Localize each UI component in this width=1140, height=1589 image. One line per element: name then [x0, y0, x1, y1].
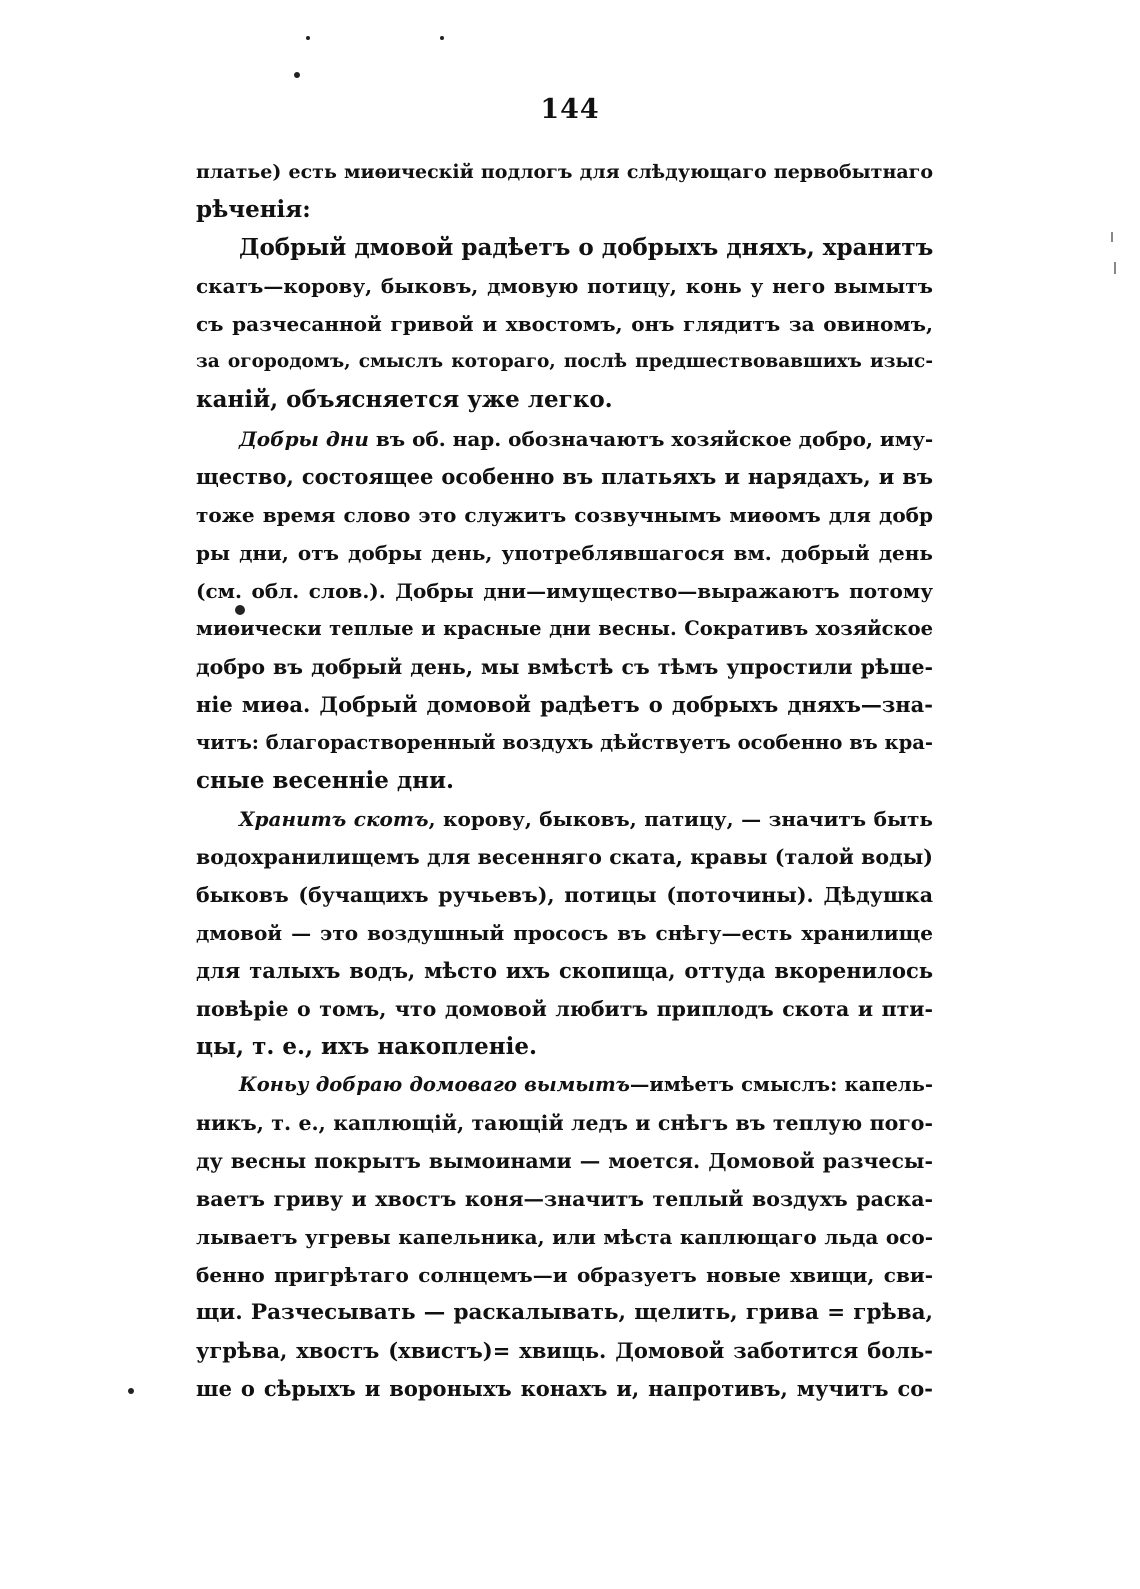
italic-term: Коньу добраю домоваго вымытъ [239, 1073, 630, 1096]
text-line-32: угрѣва, хвостъ (хвистъ)= хвищь. Домовой заботится боль- [196, 1338, 933, 1363]
scan-speck [440, 36, 444, 40]
text-line-28: ваетъ гриву и хвостъ коня—значитъ теплый воздухъ раска- [196, 1187, 933, 1211]
scan-mark [1111, 232, 1113, 242]
scan-speck [128, 1388, 134, 1394]
text-line-29: лываетъ угревы капельника, или мѣста каплющаго льда осо- [196, 1225, 933, 1249]
scan-speck [306, 36, 310, 40]
text-line-5: съ разчесанной гривой и хвостомъ, онъ глядитъ за овиномъ, [196, 312, 933, 336]
italic-term: Добры дни [239, 427, 369, 451]
text-line-12: (см. обл. слов.). Добры дни—имущество—выражаютъ потому [196, 579, 933, 603]
text-line-14: добро въ добрый день, мы вмѣстѣ съ тѣмъ упростили рѣше- [196, 655, 933, 679]
text-line-2: рѣченія: [196, 196, 311, 223]
text-line-30: бенно пригрѣтаго солнцемъ—и образуетъ новые хвищи, сви- [196, 1263, 933, 1287]
text-line-7: каній, объясняется уже легко. [196, 386, 613, 413]
text-line-3: Добрый дмовой радѣетъ о добрыхъ дняхъ, хранитъ [239, 234, 934, 261]
text-line-16: читъ: благорастворенный воздухъ дѣйствуетъ особенно въ кра- [196, 731, 933, 754]
text-line-11: ры дни, отъ добры день, употреблявшагося вм. добрый день [196, 541, 933, 565]
text-line-13: миѳически теплые и красные дни весны. Сокративъ хозяйское [196, 617, 933, 640]
text-line-20: быковъ (бучащихъ ручьевъ), потицы (поточины). Дѣдушка [196, 883, 933, 907]
text-line-24: цы, т. е., ихъ накопленіе. [196, 1033, 537, 1060]
text-line-8: Добры дни въ об. нар. обозначаютъ хозяйское добро, иму- [239, 427, 934, 451]
text-line-22: для талыхъ водъ, мѣсто ихъ скопища, оттуда вкоренилось [196, 958, 933, 983]
text-line-18: Хранитъ скотъ, корову, быковъ, патицу, — значитъ быть [239, 807, 934, 831]
text-line-33: ше о сѣрыхъ и вороныхъ конахъ и, напротивъ, мучитъ со- [196, 1376, 933, 1401]
text-line-10: тоже время слово это служитъ созвучнымъ миѳомъ для добр [196, 503, 933, 527]
page-number: 144 [540, 94, 600, 125]
text-line-26: никъ, т. е., каплющій, тающій ледъ и снѣгъ въ теплую пого- [196, 1111, 933, 1135]
scan-mark [1114, 262, 1116, 274]
scan-speck [294, 72, 300, 78]
text-line-31: щи. Разчесывать — раскалывать, щелить, грива = грѣва, [196, 1300, 933, 1325]
text-line-23: повѣріе о томъ, что домовой любитъ приплодъ скота и пти- [196, 997, 933, 1021]
text-line-27: ду весны покрытъ вымоинами — моется. Домовой разчесы- [196, 1149, 933, 1173]
scan-speck [235, 605, 245, 615]
text-line-4: скатъ—корову, быковъ, дмовую потицу, конь у него вымытъ [196, 274, 933, 298]
text-line-17: сные весенніе дни. [196, 767, 455, 794]
text-line-19: водохранилищемъ для весенняго ската, кравы (талой воды) [196, 845, 933, 869]
text-line-15: ніе миѳа. Добрый домовой радѣетъ о добрыхъ дняхъ—зна- [196, 692, 933, 717]
text-line-21: дмовой — это воздушный прососъ въ снѣгу—есть хранилище [196, 921, 933, 945]
text-line-25: Коньу добраю домоваго вымытъ—имѣетъ смыслъ: капель- [239, 1073, 934, 1096]
text-line-9: щество, состоящее особенно въ платьяхъ и нарядахъ, и въ [196, 464, 933, 489]
text-line-1: платье) есть миѳическій подлогъ для слѣдующаго первобытнаго [196, 161, 933, 183]
text-line-6: за огородомъ, смыслъ котораго, послѣ предшествовавшихъ изыс- [196, 351, 933, 372]
italic-term: Хранитъ скотъ [239, 807, 429, 831]
